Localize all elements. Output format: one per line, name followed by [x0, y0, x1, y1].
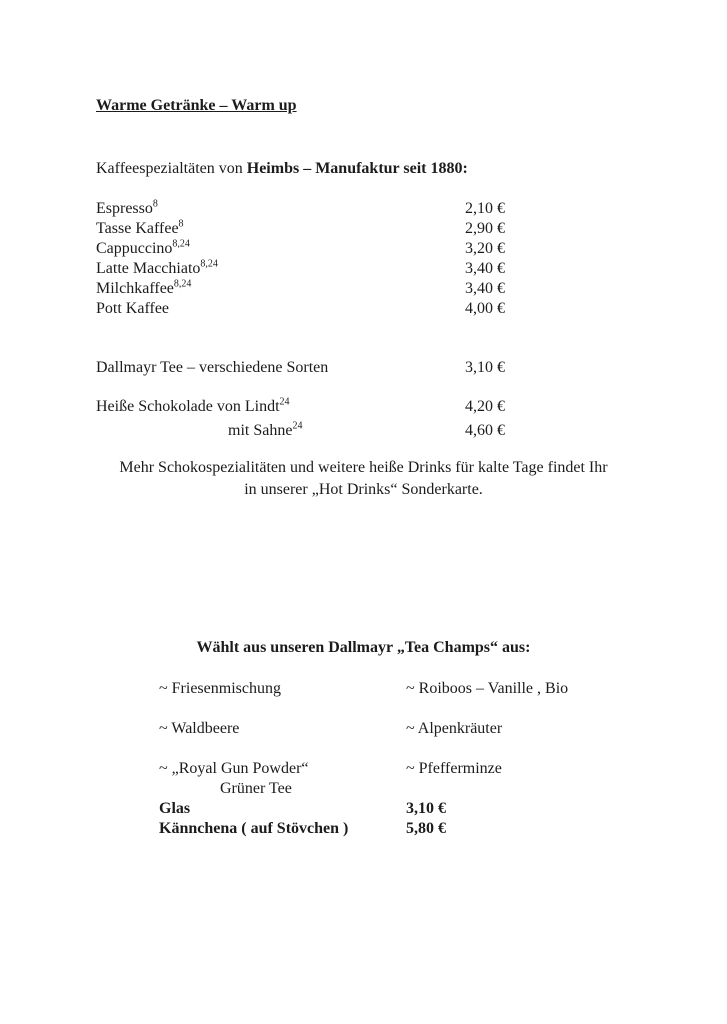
serving-label: Kännchena ( auf Stövchen ) — [159, 820, 349, 837]
tea-option-right: ~ Alpenkräuter — [406, 720, 503, 737]
item-price: 4,60 € — [465, 422, 505, 439]
serving-price: 3,10 € — [406, 800, 446, 817]
item-name: Espresso — [96, 200, 153, 217]
tea-champs-row — [159, 759, 639, 779]
tea-option-left: ~ Friesenmischung — [159, 680, 281, 697]
tea-option-left: ~ Waldbeere — [159, 720, 240, 737]
item-price: 4,00 € — [465, 300, 505, 317]
serving-price: 5,80 € — [406, 820, 446, 837]
item-name: Pott Kaffee — [96, 300, 170, 317]
item-price: 2,90 € — [465, 220, 505, 237]
item-name: Latte Macchiato — [96, 260, 201, 277]
item-footnote: 8,24 — [173, 278, 192, 290]
coffee-intro-normal: Kaffeespezialtäten von — [96, 160, 243, 177]
page-title: Warme Getränke – Warm up — [96, 97, 297, 114]
menu-row-espresso — [96, 199, 636, 219]
tea-champs-row — [159, 679, 639, 719]
menu-row-milchkaffee — [96, 279, 636, 299]
item-name: mit Sahne — [228, 422, 293, 439]
menu-row-mit-sahne — [96, 421, 636, 441]
menu-row-tasse-kaffee — [96, 219, 636, 239]
chocolate-block — [96, 397, 636, 441]
item-price: 4,20 € — [465, 398, 505, 415]
item-footnote: 8,24 — [200, 258, 218, 270]
item-name: Milchkaffee — [96, 280, 174, 297]
item-price: 3,40 € — [465, 260, 505, 277]
tea-option-left: ~ „Royal Gun Powder“ — [159, 760, 309, 777]
menu-row-heisse-schokolade — [96, 397, 636, 417]
item-price: 2,10 € — [465, 200, 505, 217]
item-footnote: 24 — [279, 396, 290, 408]
item-footnote: 24 — [292, 420, 303, 432]
tea-option-right: ~ Pfefferminze — [406, 760, 502, 777]
tea-serving-row-kaennchen — [159, 819, 639, 839]
item-footnote: 8 — [178, 218, 184, 230]
item-price: 3,40 € — [465, 280, 505, 297]
menu-row-latte-macchiato — [96, 259, 636, 279]
item-footnote: 8 — [152, 198, 158, 210]
item-price: 3,10 € — [465, 359, 505, 376]
item-name: Heiße Schokolade von Lindt — [96, 398, 280, 415]
hot-drinks-note — [0, 457, 727, 501]
coffee-section-intro — [96, 159, 468, 179]
coffee-list — [96, 199, 636, 319]
tea-champs-heading: Wählt aus unseren Dallmayr „Tea Champs“ aus: — [196, 639, 531, 656]
serving-label: Glas — [159, 800, 191, 817]
item-name: Tasse Kaffee — [96, 220, 179, 237]
note-line-1: Mehr Schokospezialitäten und weitere heiße Drinks für kalte Tage findet Ihr — [119, 459, 608, 476]
item-name: Cappuccino — [96, 240, 173, 257]
item-name: Dallmayr Tee – verschiedene Sorten — [96, 359, 329, 376]
tea-champs-grid — [159, 679, 639, 839]
menu-row-pott-kaffee — [96, 299, 636, 319]
item-price: 3,20 € — [465, 240, 505, 257]
item-footnote: 8,24 — [172, 238, 190, 250]
coffee-intro-bold: Heimbs – Manufaktur seit 1880: — [246, 160, 468, 177]
note-line-2: in unserer „Hot Drinks“ Sonderkarte. — [244, 481, 483, 498]
tea-option-right: ~ Roiboos – Vanille , Bio — [406, 680, 569, 697]
menu-row-cappuccino — [96, 239, 636, 259]
tea-row-block — [96, 358, 636, 378]
tea-serving-row-glas — [159, 799, 639, 819]
tea-champs-row — [159, 719, 639, 759]
menu-row-dallmayr-tee — [96, 358, 636, 378]
tea-option-subline: Grüner Tee — [220, 780, 292, 797]
